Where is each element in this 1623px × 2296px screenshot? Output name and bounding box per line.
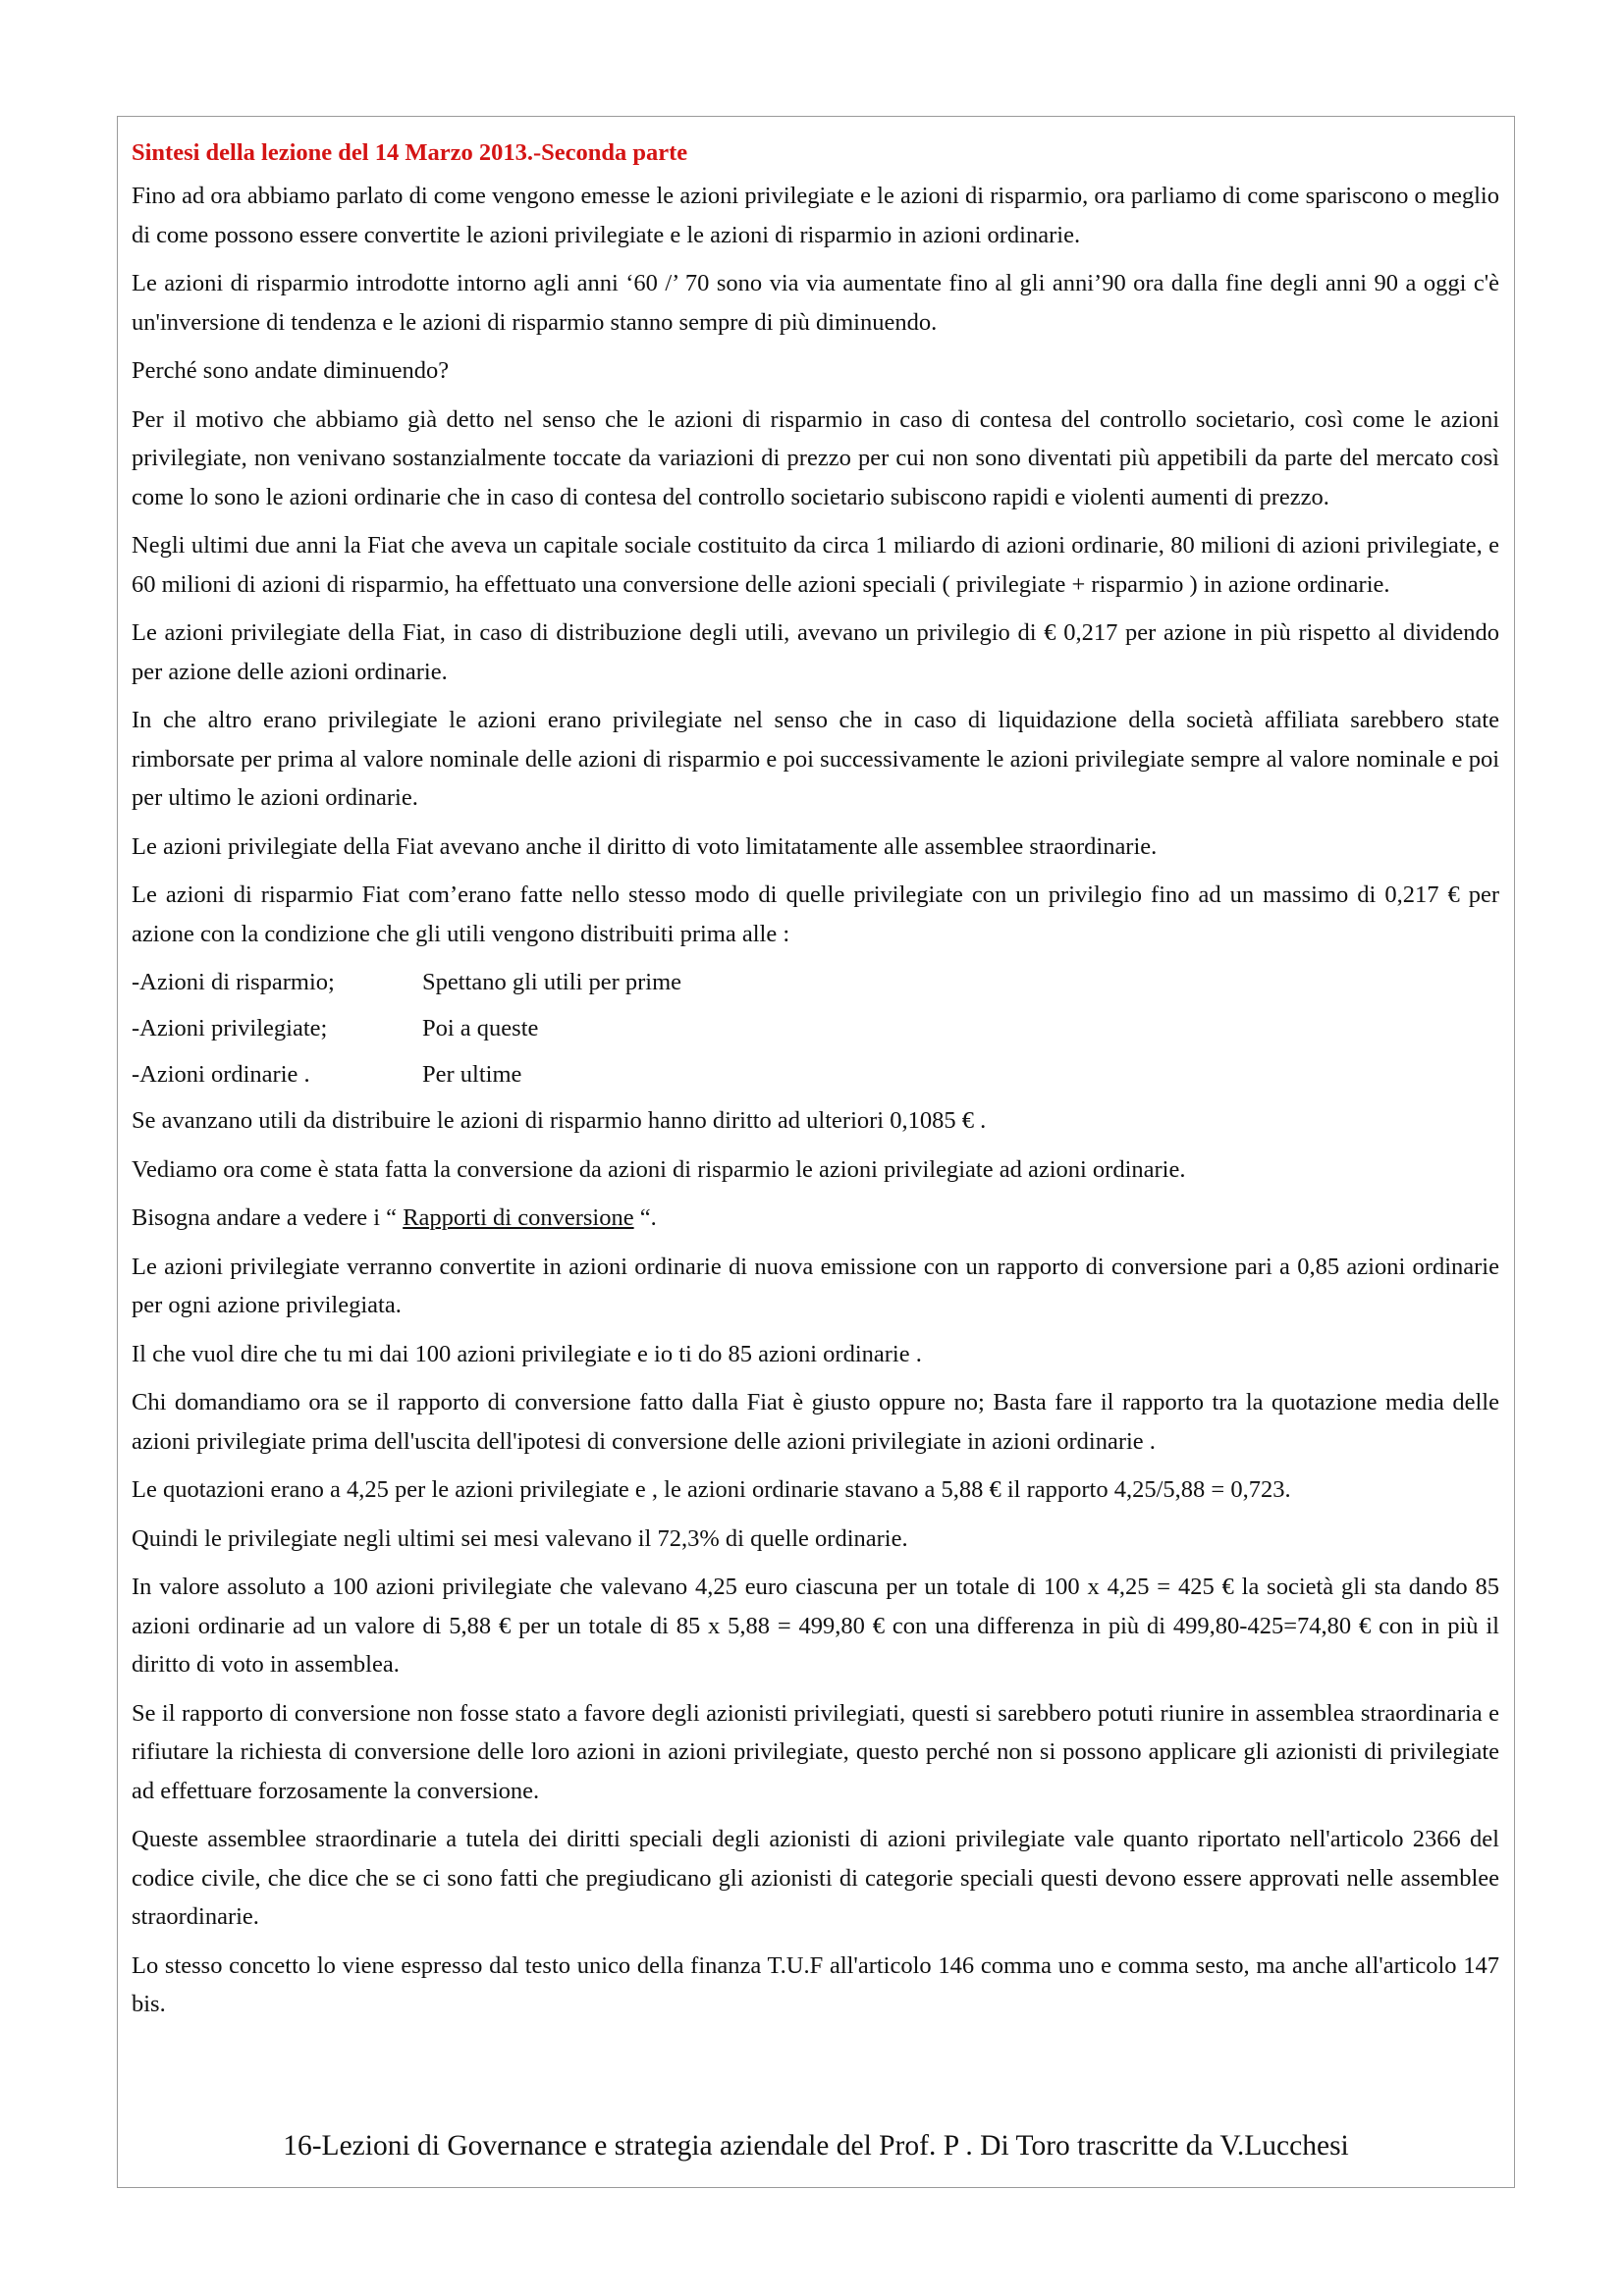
paragraph: In che altro erano privilegiate le azioni erano privilegiate nel senso che in caso di liquidazione della società affiliata sarebbero state rimborsate per prima al valore nominale delle azioni di risparmio e poi successivamente le azioni privilegiate sempre al valore nominale e poi per ultimo le azioni ordinarie. bbox=[132, 707, 1499, 811]
conversion-line bbox=[132, 1199, 1499, 1238]
paragraph: In valore assoluto a 100 azioni privilegiate che valevano 4,25 euro ciascuna per un totale di 100 x 4,25 = 425 € la società gli sta dando 85 azioni ordinarie ad un valore di 5,88 € per un totale di 85 x 5,88 = 499,80 € con una differenza in più di 499,80-425=74,80 € con in più il diritto di voto in assemblea. bbox=[132, 1574, 1499, 1678]
paragraph: Le azioni privilegiate della Fiat avevano anche il diritto di voto limitatamente alle assemblee straordinarie. bbox=[132, 832, 1158, 860]
paragraph: Queste assemblee straordinarie a tutela dei diritti speciali degli azionisti di azioni privilegiate vale quanto riportato nell'articolo 2366 del codice civile, che dice che se ci sono fatti che pregiudicano gli azionisti di categorie speciali questi devono essere approvati nelle assemblee straordinarie. bbox=[132, 1826, 1499, 1930]
conversion-suffix: “. bbox=[633, 1204, 657, 1231]
paragraph: Le azioni di risparmio Fiat com’erano fatte nello stesso modo di quelle privilegiate con un privilegio fino ad un massimo di 0,217 € per azione con la condizione che gli utili vengono distribuiti prima alle : bbox=[132, 881, 1499, 947]
paragraph: Lo stesso concetto lo viene espresso dal testo unico della finanza T.U.F all'articolo 146 comma uno e comma sesto, ma anche all'articolo 147 bis. bbox=[132, 1951, 1499, 2017]
priority-category: -Azioni privilegiate; bbox=[132, 1015, 328, 1041]
paragraph: Negli ultimi due anni la Fiat che aveva un capitale sociale costituito da circa 1 miliardo di azioni ordinarie, 80 milioni di azioni privilegiate, e 60 milioni di azioni di risparmio, ha effettuato una conversione delle azioni speciali ( privilegiate + risparmio ) in azione ordinarie. bbox=[132, 532, 1499, 598]
priority-list-item bbox=[132, 1009, 1499, 1048]
priority-note: Poi a queste bbox=[422, 1015, 539, 1041]
paragraph: Perché sono andate diminuendo? bbox=[132, 357, 450, 384]
priority-list-item bbox=[132, 963, 1499, 1002]
paragraph: Le azioni privilegiate della Fiat, in caso di distribuzione degli utili, avevano un privilegio di € 0,217 per azione in più rispetto al dividendo per azione delle azioni ordinarie. bbox=[132, 619, 1499, 685]
priority-category: -Azioni di risparmio; bbox=[132, 969, 335, 995]
paragraph: Fino ad ora abbiamo parlato di come vengono emesse le azioni privilegiate e le azioni di risparmio, ora parliamo di come spariscono o meglio di come possono essere convertite le azioni privilegiate e le azioni di risparmio in azioni ordinarie. bbox=[132, 183, 1499, 248]
priority-list-item bbox=[132, 1055, 1499, 1095]
paragraph: Per il motivo che abbiamo già detto nel senso che le azioni di risparmio in caso di contesa del controllo societario, così come le azioni privilegiate, non venivano sostanzialmente toccate da variazioni di prezzo per cui non sono diventati più appetibili da parte del mercato così come lo sono le azioni ordinarie che in caso di contesa del controllo societario subiscono rapidi e violenti aumenti di prezzo. bbox=[132, 405, 1499, 510]
paragraph: Le quotazioni erano a 4,25 per le azioni privilegiate e , le azioni ordinarie stavano a 5,88 € il rapporto 4,25/5,88 = 0,723. bbox=[132, 1476, 1291, 1503]
priority-category: -Azioni ordinarie . bbox=[132, 1061, 310, 1088]
document-title: Sintesi della lezione del 14 Marzo 2013.-Seconda parte bbox=[132, 139, 688, 166]
paragraph: Le azioni di risparmio introdotte intorno agli anni ‘60 /’ 70 sono via via aumentate fino al gli anni’90 ora dalla fine degli anni 90 a oggi c'è un'inversione di tendenza e le azioni di risparmio stanno sempre di più diminuendo. bbox=[132, 270, 1499, 336]
paragraph: Il che vuol dire che tu mi dai 100 azioni privilegiate e io ti do 85 azioni ordinarie . bbox=[132, 1340, 922, 1367]
paragraph: Se avanzano utili da distribuire le azioni di risparmio hanno diritto ad ulteriori 0,1085 € . bbox=[132, 1107, 987, 1134]
paragraph: Vediamo ora come è stata fatta la conversione da azioni di risparmio le azioni privilegiate ad azioni ordinarie. bbox=[132, 1155, 1186, 1183]
conversion-prefix: Bisogna andare a vedere i “ bbox=[132, 1204, 404, 1231]
document-body bbox=[132, 135, 1499, 2034]
paragraph: Chi domandiamo ora se il rapporto di conversione fatto dalla Fiat è giusto oppure no; Basta fare il rapporto tra la quotazione media delle azioni privilegiate prima dell'uscita dell'ipotesi di conversione delle azioni privilegiate in azioni ordinarie . bbox=[132, 1389, 1499, 1455]
priority-note: Per ultime bbox=[422, 1061, 522, 1088]
paragraph: Se il rapporto di conversione non fosse stato a favore degli azionisti privilegiati, questi si sarebbero potuti riunire in assemblea straordinaria e rifiutare la richiesta di conversione delle loro azioni in azioni privilegiate, questo perché non si possono applicare gli azionisti di privilegiate ad effettuare forzosamente la conversione. bbox=[132, 1699, 1499, 1804]
conversion-term: Rapporti di conversione bbox=[403, 1204, 634, 1231]
paragraph: Quindi le privilegiate negli ultimi sei mesi valevano il 72,3% di quelle ordinarie. bbox=[132, 1524, 908, 1552]
page-footer: 16-Lezioni di Governance e strategia aziendale del Prof. P . Di Toro trascritte da V.Lucchesi bbox=[283, 2130, 1349, 2162]
priority-note: Spettano gli utili per prime bbox=[422, 969, 682, 995]
paragraph: Le azioni privilegiate verranno convertite in azioni ordinarie di nuova emissione con un rapporto di conversione pari a 0,85 azioni ordinarie per ogni azione privilegiata. bbox=[132, 1253, 1499, 1318]
